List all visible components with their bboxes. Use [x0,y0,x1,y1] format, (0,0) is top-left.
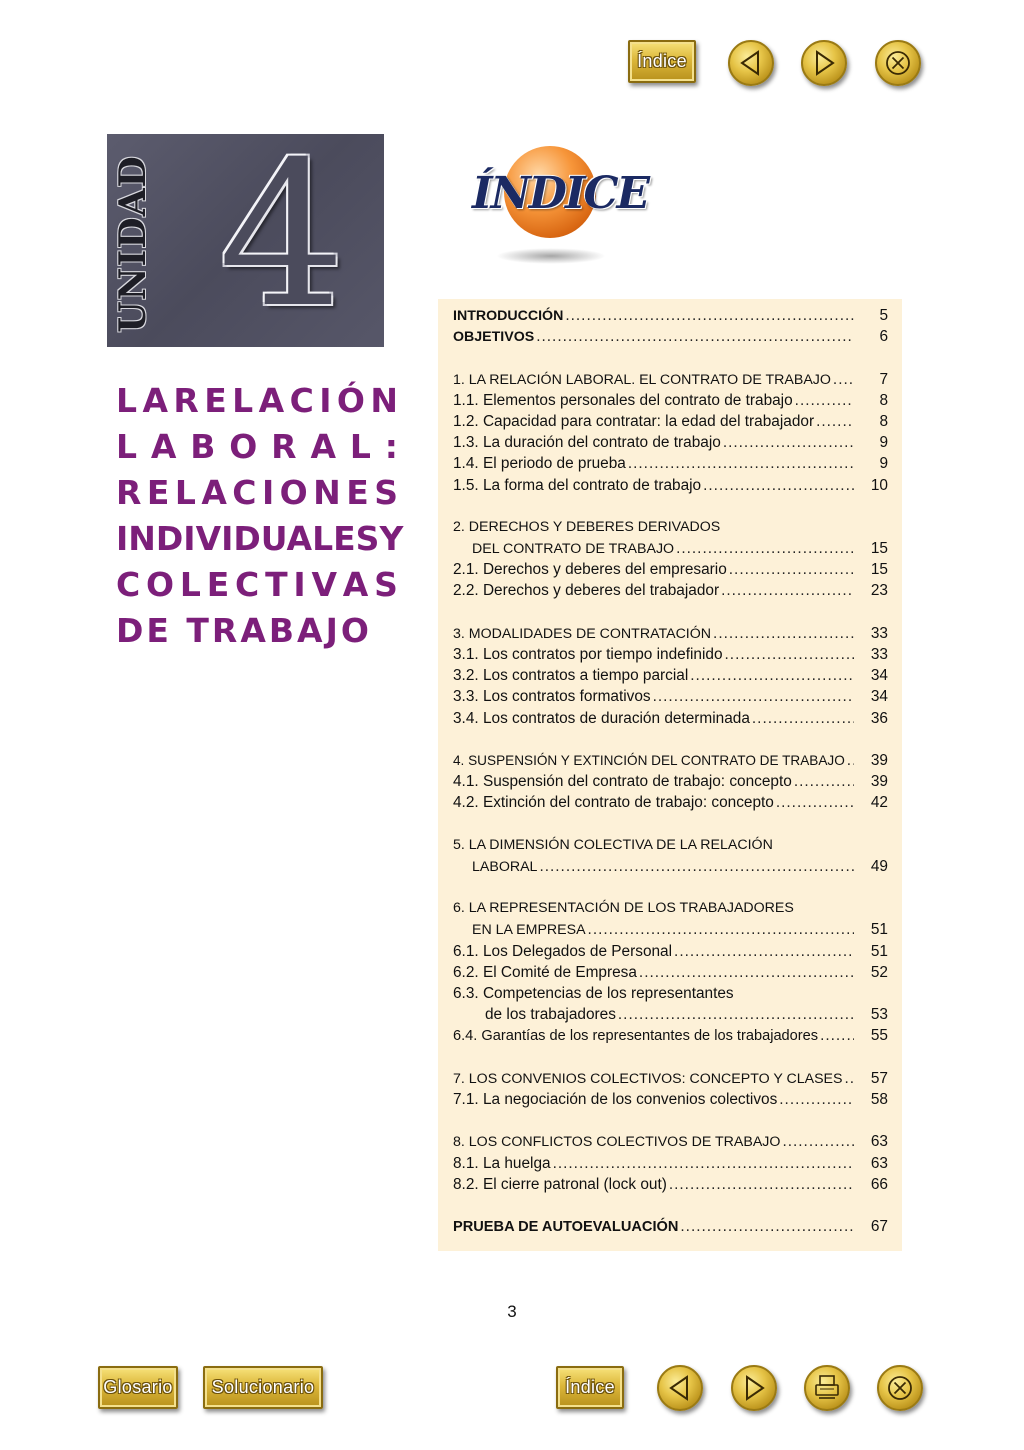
toc-entry-section-4[interactable] [453,750,888,771]
unit-title-glyph: C [235,565,260,604]
toc-entry-page: 5 [879,307,888,324]
unit-title-glyph: L [174,473,196,512]
previous-page-button-bottom[interactable] [657,1365,703,1411]
next-page-button-bottom[interactable] [731,1365,777,1411]
toc-entry-page: 8 [879,391,888,409]
unit-title-glyph: A [142,381,168,420]
unit-title-glyph: E [146,473,170,512]
toc-entry-4-2[interactable] [453,792,888,813]
toc-entry-title: 8. LOS CONFLICTOS COLECTIVOS DE TRABAJO [453,1134,781,1151]
toc-leader-dots [844,1068,854,1089]
toc-entry-title: 3.2. Los contratos a tiempo parcial [453,667,689,685]
toc-entry-6-1[interactable] [453,941,888,962]
toc-entry-1-3[interactable] [453,432,888,453]
toc-leader-dots [776,792,854,813]
unit-title-glyph: A [342,565,369,604]
unit-title-glyph: INDIVIDUALES [116,519,380,558]
unit-title-glyph: S [374,565,398,604]
toc-leader-dots [794,771,854,792]
toc-entry-6-3-line1[interactable] [453,983,888,1004]
toc-leader-dots [680,1216,854,1237]
toc-entry-6-4[interactable] [453,1025,888,1046]
unit-title-line [116,378,398,424]
unit-title-glyph: E [346,473,369,512]
toc-entry-8-2[interactable] [453,1174,888,1195]
indice-button-label: Índice [637,51,687,71]
triangle-left-icon [659,1367,701,1409]
toc-entry-page: 55 [870,1027,888,1045]
toc-entry-title: EN LA EMPRESA [472,922,586,939]
toc-spacer [453,814,888,835]
toc-leader-dots [539,856,854,877]
toc-entry-title: 1. LA RELACIÓN LABORAL. EL CONTRATO DE TRABAJO [453,371,831,388]
toc-entry-title: 7.1. La negociación de los convenios colectivos [453,1090,778,1108]
unit-title-glyph: I [293,565,306,604]
unit-title-glyph: L [116,427,138,466]
toc-entry-3-4[interactable] [453,708,888,729]
toc-entry-section-5-line2[interactable] [453,856,888,877]
unit-title-glyph: L [232,381,254,420]
indice-button-label: Índice [565,1377,615,1397]
toc-entry-section-3[interactable] [453,623,888,644]
unit-title-glyph: L [116,381,138,420]
unit-title-glyph: N [370,381,398,420]
toc-leader-dots [721,580,854,601]
toc-entry-section-2-line2[interactable] [453,538,888,559]
toc-spacer [453,347,888,368]
unit-title-glyph: T [265,565,288,604]
toc-entry-title: DEL CONTRATO DE TRABAJO [472,541,675,558]
toc-entry-section-6-line1[interactable] [453,898,888,919]
toc-leader-dots [703,475,854,496]
toc-entry-title: 3.3. Los contratos formativos [453,688,651,706]
toc-leader-dots [553,1153,854,1174]
toc-entry-title: 1.4. El periodo de prueba [453,455,626,473]
unit-title-glyph: E [206,565,230,604]
unit-title-glyph: O [229,427,258,466]
toc-entry-page: 49 [870,857,888,875]
toc-entry-page: 42 [870,794,888,812]
toc-spacer [453,1195,888,1216]
toc-entry-section-1[interactable] [453,369,888,390]
toc-leader-dots [752,708,854,729]
toc-entry-page: 34 [870,688,888,706]
unit-title-glyph: R [116,473,142,512]
toc-leader-dots [690,665,854,686]
print-button[interactable] [804,1365,850,1411]
toc-entry-page: 8 [879,412,888,430]
toc-entry-title: 5. LA DIMENSIÓN COLECTIVA DE LA RELACIÓN [453,836,773,853]
toc-entry-page: 63 [870,1133,888,1151]
toc-entry-7-1[interactable] [453,1089,888,1110]
triangle-left-icon [730,42,772,84]
toc-entry-title: OBJETIVOS [453,329,535,346]
unit-title-glyph: O [146,565,175,604]
unit-title-glyph: A [150,427,177,466]
indice-logo [472,140,649,274]
toc-entry-section-6-line2[interactable] [453,919,888,940]
solucionario-button-label: Solucionario [211,1377,315,1397]
unit-title-glyph: L [349,427,371,466]
toc-leader-dots [723,432,854,453]
logo-text: ÍNDICE [472,168,649,219]
toc-entry-title: 3.4. Los contratos de duración determinada [453,709,750,727]
unit-title-glyph: C [232,473,257,512]
toc-leader-dots [833,369,854,390]
toc-entry-2-1[interactable] [453,559,888,580]
toc-entry-page: 9 [879,455,888,473]
toc-leader-dots [565,305,854,326]
toc-entry-title: 1.2. Capacidad para contratar: la edad del trabajador [453,412,815,430]
glosario-button-label: Glosario [103,1377,173,1397]
toc-entry-autoevaluacion[interactable] [453,1216,888,1237]
toc-leader-dots [779,1089,854,1110]
toc-leader-dots [816,411,854,432]
unit-title-glyph: Ó [336,381,365,420]
unit-title-line [116,470,398,516]
toc-entry-title: 1.5. La forma del contrato de trabajo [453,476,702,494]
toc-entry-page: 33 [870,646,888,663]
toc-spacer [453,496,888,517]
unit-title-glyph: L [179,565,201,604]
unit-title-glyph: R [173,381,199,420]
indice-button-bottom[interactable] [556,1366,624,1409]
next-page-button-top[interactable] [801,40,847,86]
toc-entry-title: INTRODUCCIÓN [453,308,564,324]
toc-leader-dots [618,1004,854,1025]
unit-title-glyph: A [310,427,336,466]
toc-entry-4-1[interactable] [453,771,888,792]
toc-leader-dots [782,1131,854,1152]
unit-word-text: UNIDAD [112,155,155,333]
unit-title-glyph: E [204,381,227,420]
unit-title [116,378,404,654]
toc-entry-title: 3.1. Los contratos por tiempo indefinido [453,646,723,663]
toc-leader-dots [674,941,854,962]
toc-entry-1-1[interactable] [453,390,888,411]
unit-title-glyph: DE TRABAJO [116,611,372,650]
toc-entry-title: 6.2. El Comité de Empresa [453,963,637,981]
toc-entry-page: 39 [870,773,888,791]
triangle-right-icon [733,1367,775,1409]
toc-entry-page: 36 [870,709,888,727]
toc-entry-page: 23 [870,582,888,600]
unit-title-glyph: I [261,473,275,512]
toc-entry-title: 6. LA REPRESENTACIÓN DE LOS TRABAJADORES [453,900,794,917]
toc-entry-page: 7 [879,370,888,388]
unit-title-line [116,562,398,608]
toc-entry-page: 15 [870,561,888,579]
toc-entry-page: 63 [870,1154,888,1172]
toc-entry-title: 8.1. La huelga [453,1154,551,1172]
toc-leader-dots [725,644,854,665]
toc-entry-page: 34 [870,667,888,685]
printer-icon [806,1367,848,1409]
toc-spacer [453,1047,888,1068]
toc-entry-page: 51 [870,942,888,960]
toc-entry-title: 1.3. La duración del contrato de trabajo [453,434,721,452]
toc-leader-dots [729,559,854,580]
previous-page-button-top[interactable] [728,40,774,86]
solucionario-button[interactable] [203,1366,323,1409]
toc-entry-objetivos[interactable] [453,326,888,347]
page-number: 3 [507,1302,517,1321]
unit-title-glyph: N [313,473,341,512]
toc-entry-title: 6.1. Los Delegados de Personal [453,942,673,960]
toc-entry-title: de los trabajadores [485,1006,616,1024]
toc-entry-page: 66 [870,1175,888,1193]
toc-entry-page: 10 [870,476,888,494]
toc-entry-page: 52 [870,963,888,981]
toc-entry-1-2[interactable] [453,411,888,432]
toc-entry-8-1[interactable] [453,1153,888,1174]
unit-title-glyph: C [116,565,141,604]
unit-title-glyph: S [374,473,398,512]
toc-entry-section-2-line1[interactable] [453,517,888,538]
toc-entry-title: 4. SUSPENSIÓN Y EXTINCIÓN DEL CONTRATO DE TRABAJO [453,752,845,768]
toc-entry-title: 4.1. Suspensión del contrato de trabajo: concepto [453,773,792,791]
toc-entry-page: 67 [870,1218,888,1236]
toc-leader-dots [653,686,854,707]
table-of-contents [438,299,902,1251]
unit-title-glyph: A [258,381,285,420]
circled-x-icon [877,42,919,84]
unit-title-line [116,608,398,654]
indice-button-top[interactable] [628,40,696,83]
toc-entry-1-5[interactable] [453,475,888,496]
toc-entry-title: 1.1. Elementos personales del contrato de trabajo [453,391,793,409]
toc-entry-title: 6.4. Garantías de los representantes de los trabajadores [453,1028,819,1045]
toc-entry-page: 9 [879,434,888,452]
toc-leader-dots [820,1025,854,1046]
toc-spacer [453,1110,888,1131]
close-button-top[interactable] [875,40,921,86]
toc-entry-page: 51 [870,921,888,939]
toc-spacer [453,729,888,750]
toc-entry-title: 2.2. Derechos y deberes del trabajador [453,582,720,600]
unit-title-glyph: C [289,381,314,420]
circled-x-icon [879,1367,921,1409]
toc-leader-dots [536,326,854,347]
toc-entry-title: 2.1. Derechos y deberes del empresario [453,561,727,579]
unit-title-glyph: : [384,427,398,466]
unit-word [113,154,153,334]
triangle-right-icon [803,42,845,84]
toc-entry-introduccion[interactable] [453,305,888,326]
toc-leader-dots [639,962,854,983]
toc-entry-page: 58 [870,1090,888,1108]
toc-spacer [453,602,888,623]
toc-entry-section-7[interactable] [453,1068,888,1089]
toc-leader-dots [628,453,854,474]
toc-leader-dots [847,750,854,771]
glosario-button[interactable] [98,1366,178,1409]
toc-entry-title: 6.3. Competencias de los representantes [453,985,734,1002]
toc-leader-dots [669,1174,854,1195]
toc-leader-dots [795,390,854,411]
toc-entry-3-2[interactable] [453,665,888,686]
toc-entry-6-2[interactable] [453,962,888,983]
toc-entry-6-3-line2[interactable] [453,1004,888,1025]
toc-leader-dots [676,538,854,559]
toc-entry-3-1[interactable] [453,644,888,665]
toc-entry-1-4[interactable] [453,453,888,474]
toc-entry-2-2[interactable] [453,580,888,601]
toc-entry-title: 2. DERECHOS Y DEBERES DERIVADOS [453,518,721,535]
unit-banner-image [107,134,384,347]
logo-shadow [496,248,606,264]
unit-title-line [116,424,398,470]
toc-entry-section-5-line1[interactable] [453,835,888,856]
unit-title-glyph: I [319,381,332,420]
toc-entry-title: 7. LOS CONVENIOS COLECTIVOS: CONCEPTO Y CLASES [453,1070,843,1087]
close-button-bottom[interactable] [877,1365,923,1411]
unit-title-glyph: R [271,427,297,466]
unit-title-glyph: A [201,473,227,512]
toc-entry-page: 6 [879,328,888,346]
toc-entry-page: 33 [870,624,888,642]
toc-entry-page: 15 [870,540,888,558]
toc-entry-3-3[interactable] [453,686,888,707]
unit-title-glyph: Y [379,519,404,558]
toc-entry-section-8[interactable] [453,1131,888,1152]
toc-entry-title: PRUEBA DE AUTOEVALUACIÓN [453,1219,679,1236]
unit-title-glyph: B [190,427,216,466]
toc-leader-dots [588,919,854,940]
unit-title-glyph: O [279,473,308,512]
unit-number: 4 [218,134,346,347]
unit-title-line [116,516,404,562]
toc-entry-title: 3. MODALIDADES DE CONTRATACIÓN [453,625,712,642]
unit-title-glyph: V [311,565,337,604]
toc-spacer [453,877,888,898]
toc-entry-page: 57 [870,1069,888,1087]
toc-entry-page: 53 [870,1006,888,1024]
toc-leader-dots [713,623,854,644]
toc-entry-title: LABORAL [472,858,538,875]
toc-entry-title: 8.2. El cierre patronal (lock out) [453,1175,667,1193]
toc-entry-page: 39 [870,751,888,769]
toc-entry-title: 4.2. Extinción del contrato de trabajo: concepto [453,794,774,812]
